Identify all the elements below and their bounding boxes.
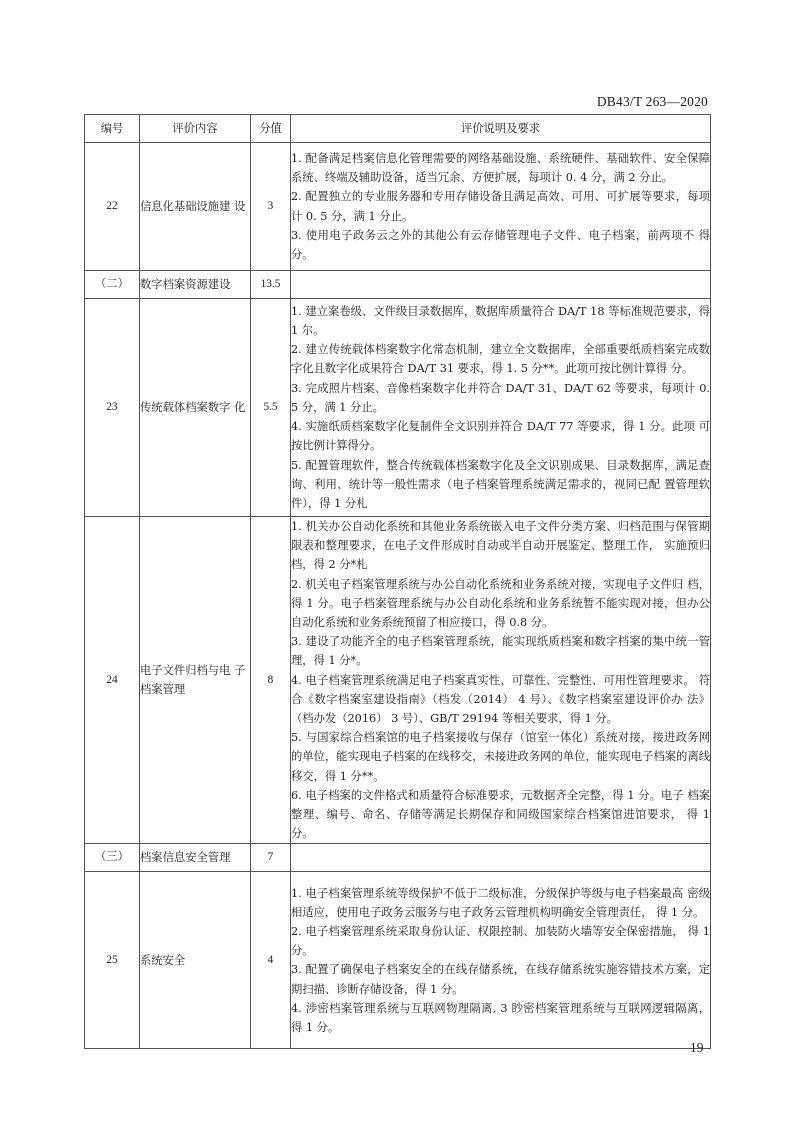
requirement-line: 5. 与国家综合档案馆的电子档案接收与保存（馆室一体化）系统对接，接进政务网的单位，能实现电子档案的在线移交，未接进政务网的单位，能实现电子档案的离线移交，得 1 分**。 [291,731,710,783]
requirement-line: 3. 完成照片档案、音像档案数字化并符合 DA/T 31、DA/T 62 等要求，每项计 0. 5 分，满 1 分止。 [291,381,710,414]
requirement-line: 3. 使用电子政务云之外的其他公有云存储管理电子文件、电子档案，前两项不 得分。 [291,228,710,261]
section-number: （三） [85,844,140,872]
column-header-content: 评价内容 [140,115,251,143]
requirement-line: 2. 电子档案管理系统采取身份认证、权限控制、加装防火墙等安全保密措施， 得 1 分。 [291,925,710,958]
requirement-line: 4. 涉密档案管理系统与互联网物理隔离, 3 眇密档案管理系统与互联网逻辑隔离， 得 1 分。 [291,1001,710,1035]
requirement-line: 3. 建设了功能齐全的电子档案管理系统，能实现纸质档案和数字档案的集中统一管理，得 1 分*。 [291,635,710,668]
table-row [85,299,711,517]
evaluation-table [84,114,711,1049]
table-row [85,143,711,271]
item-name: 电子文件归档与电 子档案管理 [140,517,251,844]
requirement-line: 1. 建立案卷级、文件级目录数据库，数据库质量符合 DA/T 18 等标准规范要求，得 1 尔。 [291,304,710,338]
item-name: 系统安全 [140,872,251,1049]
section-description-empty [291,271,711,299]
item-description [291,872,711,1049]
requirement-line: 1. 配备满足档案信息化管理需要的网络基础设施、系统硬件、基础软件、安全保障系统、终端及辅助设备，适当冗余、方便扩展，每项计 0. 4 分，满 2 分止。 [291,151,710,185]
section-row [85,844,711,872]
item-number: 23 [85,299,140,517]
requirement-line: 4. 电子档案管理系统满足电子档案真实性、可靠性、完整性、可用性管理要求。 符合《数字档案室建设指南》（档发（2014） 4 号）、《数字档案室建设评价办 法》（档办发（2016） 3 号）、GB/T 29194 等相关要求，得 1 分。 [291,673,710,726]
item-name: 传统载体档案数字 化 [140,299,251,517]
requirement-line: 1. 电子档案管理系统等级保护不低于二级标准，分级保护等级与电子档案最高 密级相适应，使用电子政务云服务与电子政务云管理机构明确安全管理责任， 得 1 分。 [291,886,710,919]
item-description [291,517,711,844]
requirement-line: 2. 建立传统载体档案数字化常态机制，建立全文数据库，全部重要纸质档案完成数字化且数字化成果符合 DA/T 31 要求，得 1. 5 分**。此项可按比例计算得 分。 [291,343,710,376]
section-description-empty [291,844,711,872]
item-score: 3 [251,143,291,271]
requirement-line: 2. 机关电子档案管理系统与办公自动化系统和业务系统对接，实现电子文件归 档，得 1 分。电子档案管理系统与办公自动化系统和业务系统暂不能实现对接，但办公自动化系统和业务系统预留了相应接口，得 0.8 分。 [291,577,710,630]
column-header-description: 评价说明及要求 [291,115,711,143]
section-name: 档案信息安全管理 [140,844,251,872]
item-number: 25 [85,872,140,1049]
section-number: （二） [85,271,140,299]
document-code: DB43/T 263—2020 [596,94,708,109]
table-row [85,517,711,844]
requirement-line: 4. 实施纸质档案数字化复制件全文识别并符合 DA/T 77 等要求，得 1 分。此项 可按比例计算得分。 [291,420,710,453]
requirement-line: 1. 机关办公自动化系统和其他业务系统嵌入电子文件分类方案、归档范围与保管期限表和整理要求，在电子文件形成时自动或半自动开展鉴定、整理工作， 实施预归档，得 2 分*札 [291,520,710,572]
section-score: 7 [251,844,291,872]
item-number: 22 [85,143,140,271]
item-description [291,299,711,517]
section-row [85,271,711,299]
column-header-score: 分值 [251,115,291,143]
column-header-number: 编号 [85,115,140,143]
table-row [85,872,711,1049]
requirement-line: 6. 电子档案的文件格式和质量符合标准要求，元数据齐全完整，得 1 分。电子 档案整理、编号、命名、存储等满足长期保存和同级国家综合档案馆进馆要求， 得 1 分。 [291,788,710,841]
requirement-line: 2. 配置独立的专业服务器和专用存储设备且满足高效、可用、可扩展等要求，每项计 0. 5 分，满 1 分止。 [291,190,710,223]
table-header-row [85,115,711,143]
item-score: 4 [251,872,291,1049]
requirement-line: 5. 配置管理软件，整合传统载体档案数字化及全文识别成果、目录数据库，满足查询、利用、统计等一般性需求（电子档案管理系统满足需求的，视同已配 置管理软件），得 1 分札 [291,458,710,510]
page-number: 19 [690,1040,704,1055]
item-score: 8 [251,517,291,844]
requirement-line: 3. 配置了确保电子档案安全的在线存储系统，在线存储系统实施容错技术方案，定期扫描、诊断存储设备，得 1 分。 [291,963,710,996]
item-number: 24 [85,517,140,844]
section-name: 数字档案资源建设 [140,271,251,299]
item-score: 5.5 [251,299,291,517]
section-score: 13.5 [251,271,291,299]
item-name: 信息化基础设施建 设 [140,143,251,271]
item-description [291,143,711,271]
